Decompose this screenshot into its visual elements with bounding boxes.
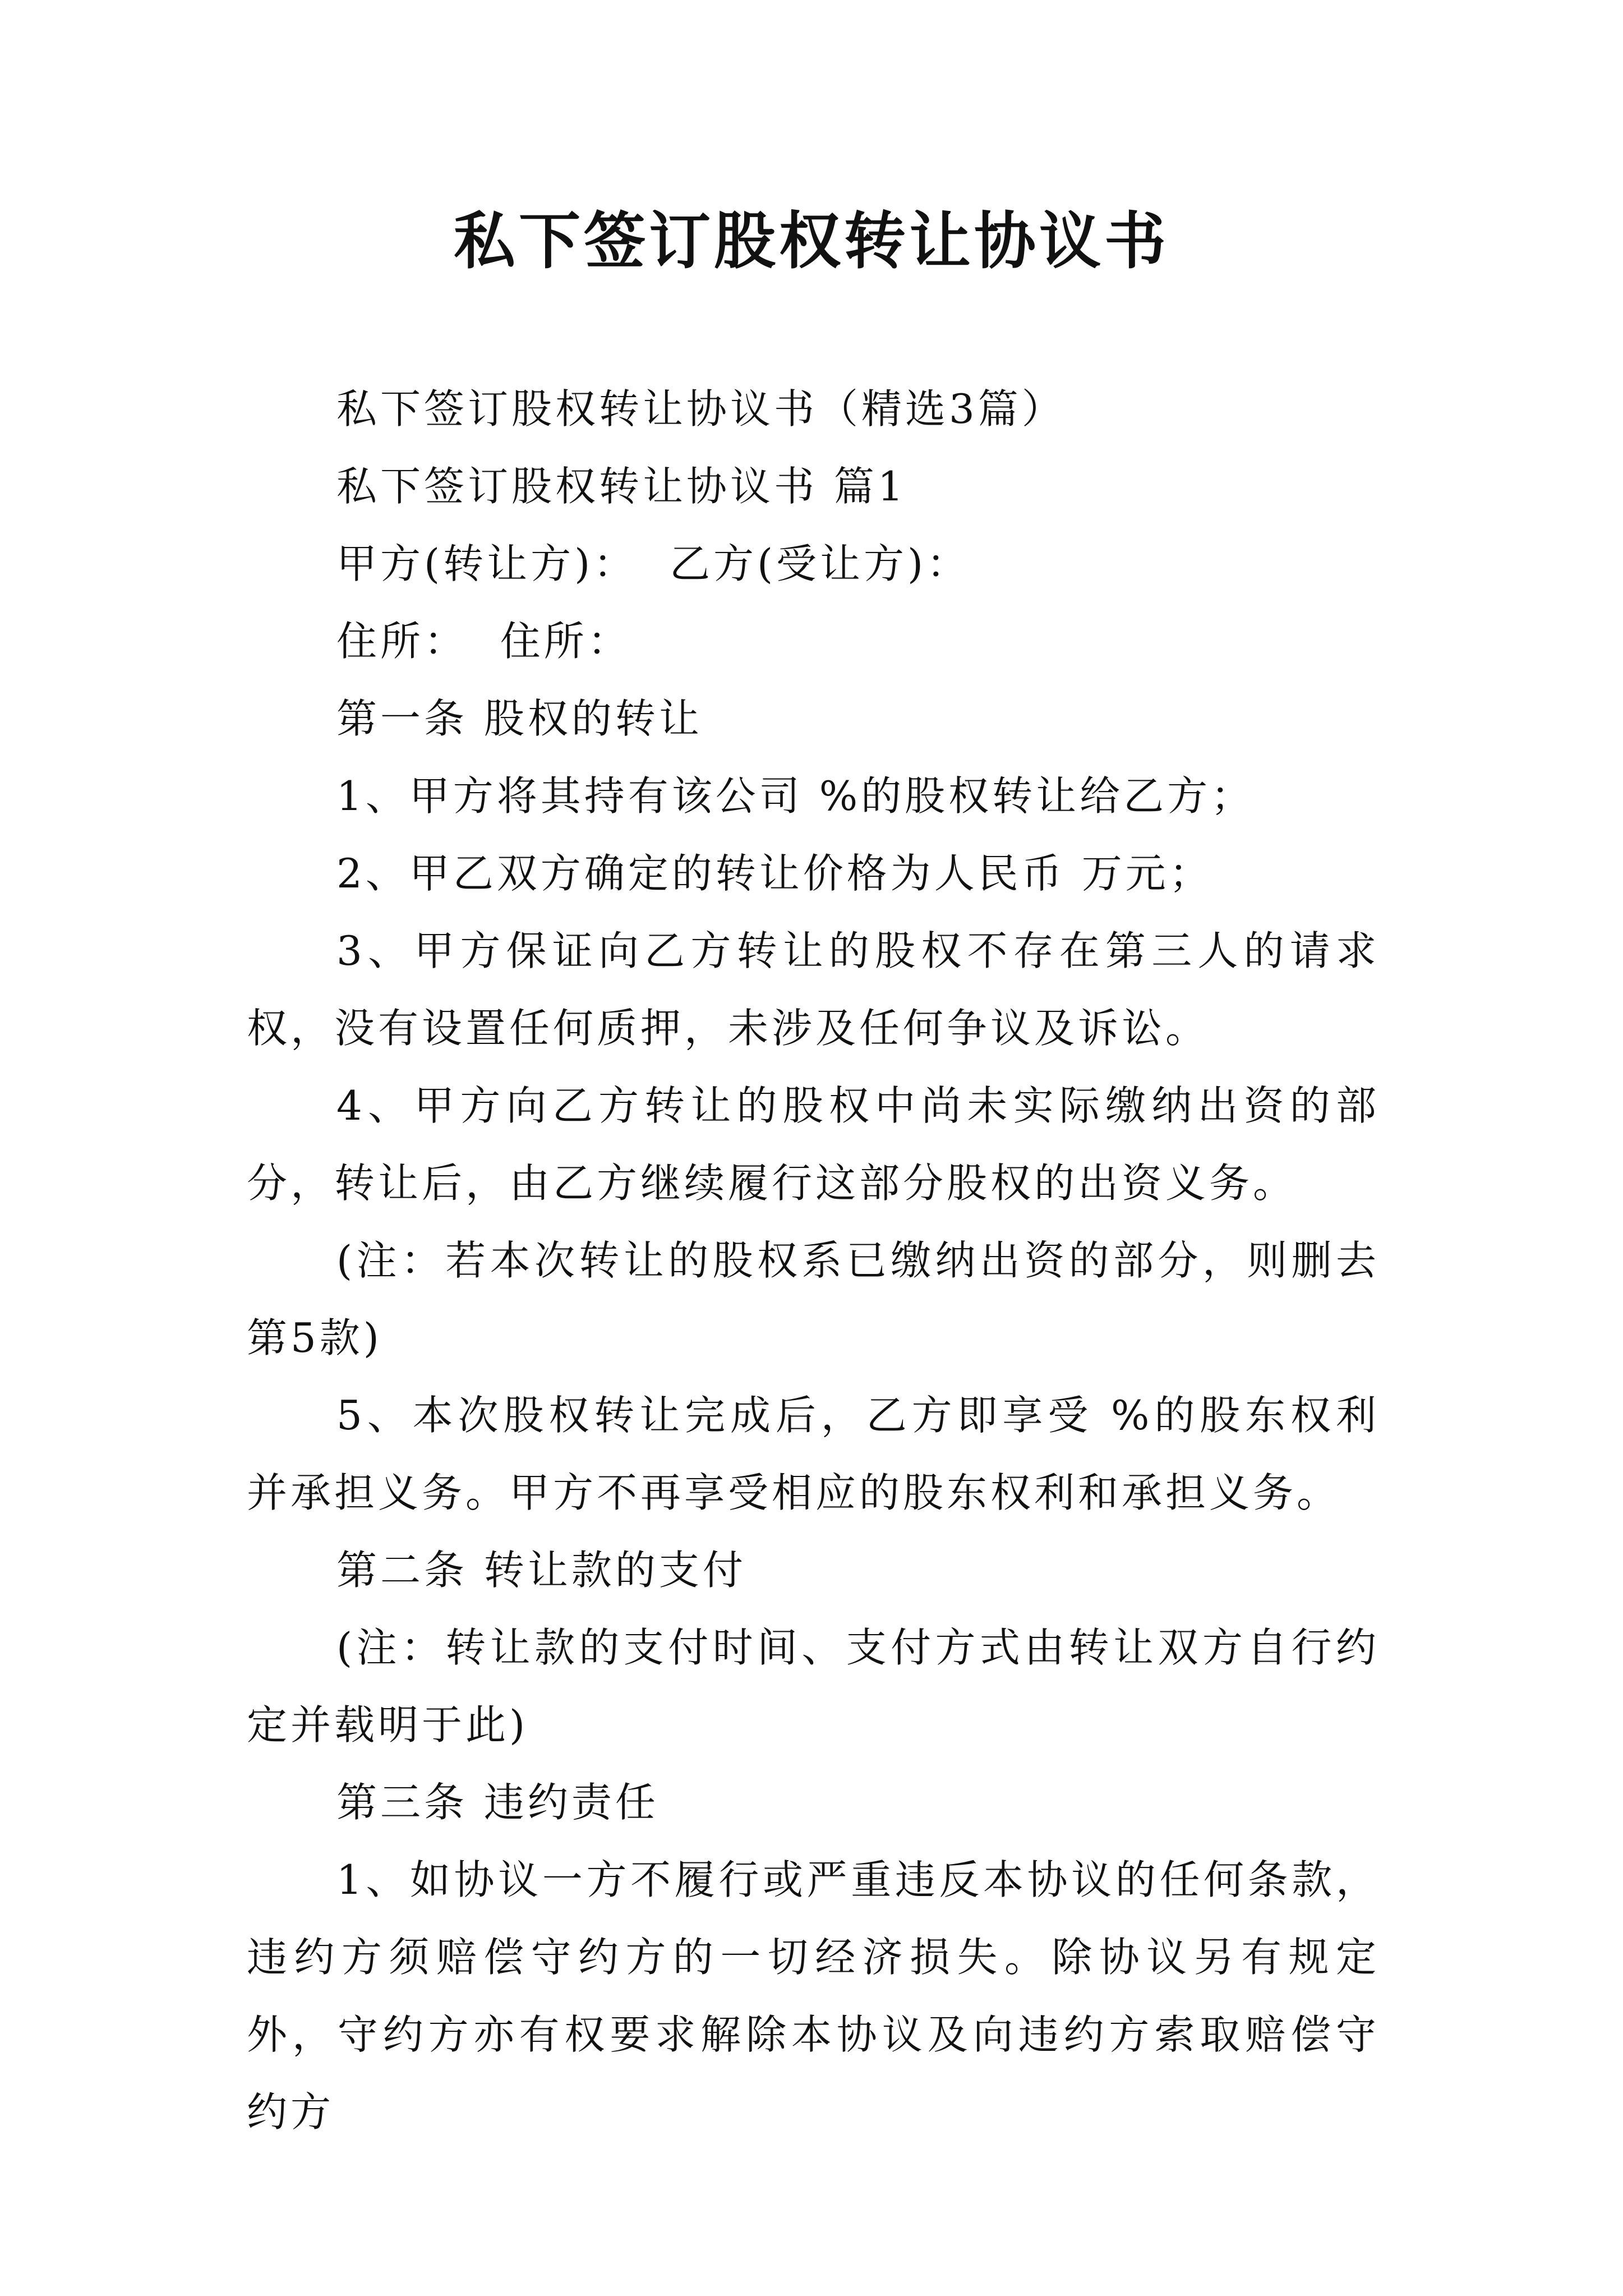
document-title: 私下签订股权转让协议书 [454,205,1169,277]
article-1-heading: 第一条 股权的转让 [336,695,703,742]
article-3-heading: 第三条 违约责任 [336,1779,659,1826]
article-2-note: (注：转让款的支付时间、支付方式由转让双方自行约定并载明于此) [247,1624,1380,1749]
article-1-clause-1: 1、甲方将其持有该公司 %的股权转让给乙方； [336,772,1255,820]
paragraph-parties: 甲方(转让方)： 乙方(受让方)： [336,540,971,587]
paragraph-subtitle: 私下签订股权转让协议书（精选3篇） [336,385,1066,432]
article-1-clause-2: 2、甲乙双方确定的转让价格为人民币 万元； [336,850,1213,897]
article-2-heading: 第二条 转让款的支付 [336,1547,746,1594]
article-1-clause-3: 3、甲方保证向乙方转让的股权不存在第三人的请求权，没有设置任何质押，未涉及任何争议及诉讼。 [247,927,1380,1052]
article-3-clause-1: 1、如协议一方不履行或严重违反本协议的任何条款，违约方须赔偿守约方的一切经济损失。除协议另有规定外，守约方亦有权要求解除本协议及向违约方索取赔偿守约方 [247,1856,1380,2136]
paragraph-addresses: 住所： 住所： [336,618,631,665]
paragraph-section-heading: 私下签订股权转让协议书 篇1 [336,463,907,510]
article-1-note: (注：若本次转让的股权系已缴纳出资的部分，则删去第5款) [247,1237,1380,1361]
article-1-clause-4: 4、甲方向乙方转让的股权中尚未实际缴纳出资的部分，转让后，由乙方继续履行这部分股权的出资义务。 [247,1082,1380,1207]
article-1-clause-5: 5、本次股权转让完成后，乙方即享受 %的股东权利并承担义务。甲方不再享受相应的股东权利和承担义务。 [247,1392,1380,1516]
document-body [247,370,1380,2151]
